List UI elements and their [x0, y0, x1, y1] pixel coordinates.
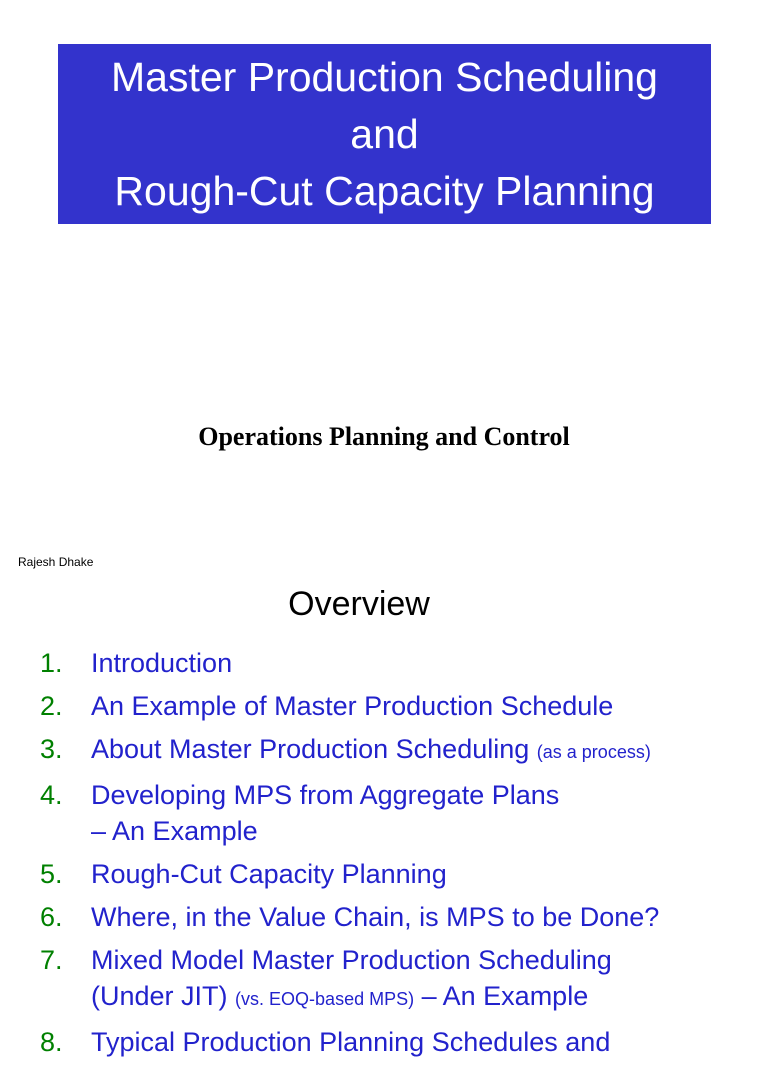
- list-item: [0, 777, 768, 849]
- item-text: An Example of Master Production Schedule: [91, 691, 614, 721]
- subtitle: Operations Planning and Control: [198, 422, 570, 451]
- title-line-1: Master Production Scheduling: [111, 53, 658, 100]
- item-text-line2a: (Under JIT): [91, 981, 228, 1011]
- title-line-3: Rough-Cut Capacity Planning: [114, 167, 655, 214]
- item-text: Developing MPS from Aggregate Plans: [91, 780, 560, 810]
- item-note: (vs. EOQ-based MPS): [235, 989, 415, 1009]
- title-box: [58, 44, 711, 224]
- item-number: 5.: [40, 859, 63, 889]
- list-item: [0, 899, 768, 935]
- item-text-line2b: – An Example: [421, 981, 589, 1011]
- item-number: 6.: [40, 902, 63, 932]
- item-text: Mixed Model Master Production Scheduling: [91, 945, 612, 975]
- list-item: [0, 1024, 768, 1060]
- title-line-2: and: [350, 110, 419, 157]
- item-text: Typical Production Planning Schedules and: [91, 1027, 611, 1057]
- item-number: 1.: [40, 648, 63, 678]
- item-text: Where, in the Value Chain, is MPS to be Done?: [91, 902, 660, 932]
- list-item: [0, 731, 768, 770]
- list-item: [0, 645, 768, 681]
- item-note: (as a process): [536, 742, 651, 762]
- author-name: Rajesh Dhake: [18, 555, 94, 569]
- item-number: 4.: [40, 780, 63, 810]
- item-number: 8.: [40, 1027, 63, 1057]
- list-item: [0, 856, 768, 892]
- item-text: About Master Production Scheduling: [91, 734, 530, 764]
- list-item: [0, 942, 768, 1017]
- overview-title: Overview: [288, 585, 430, 623]
- item-number: 3.: [40, 734, 63, 764]
- item-text-line2: – An Example: [91, 816, 258, 846]
- item-text: Rough-Cut Capacity Planning: [91, 859, 447, 889]
- item-number: 7.: [40, 945, 63, 975]
- overview-list: [0, 645, 768, 1067]
- list-item: [0, 688, 768, 724]
- item-text: Introduction: [91, 648, 233, 678]
- item-number: 2.: [40, 691, 63, 721]
